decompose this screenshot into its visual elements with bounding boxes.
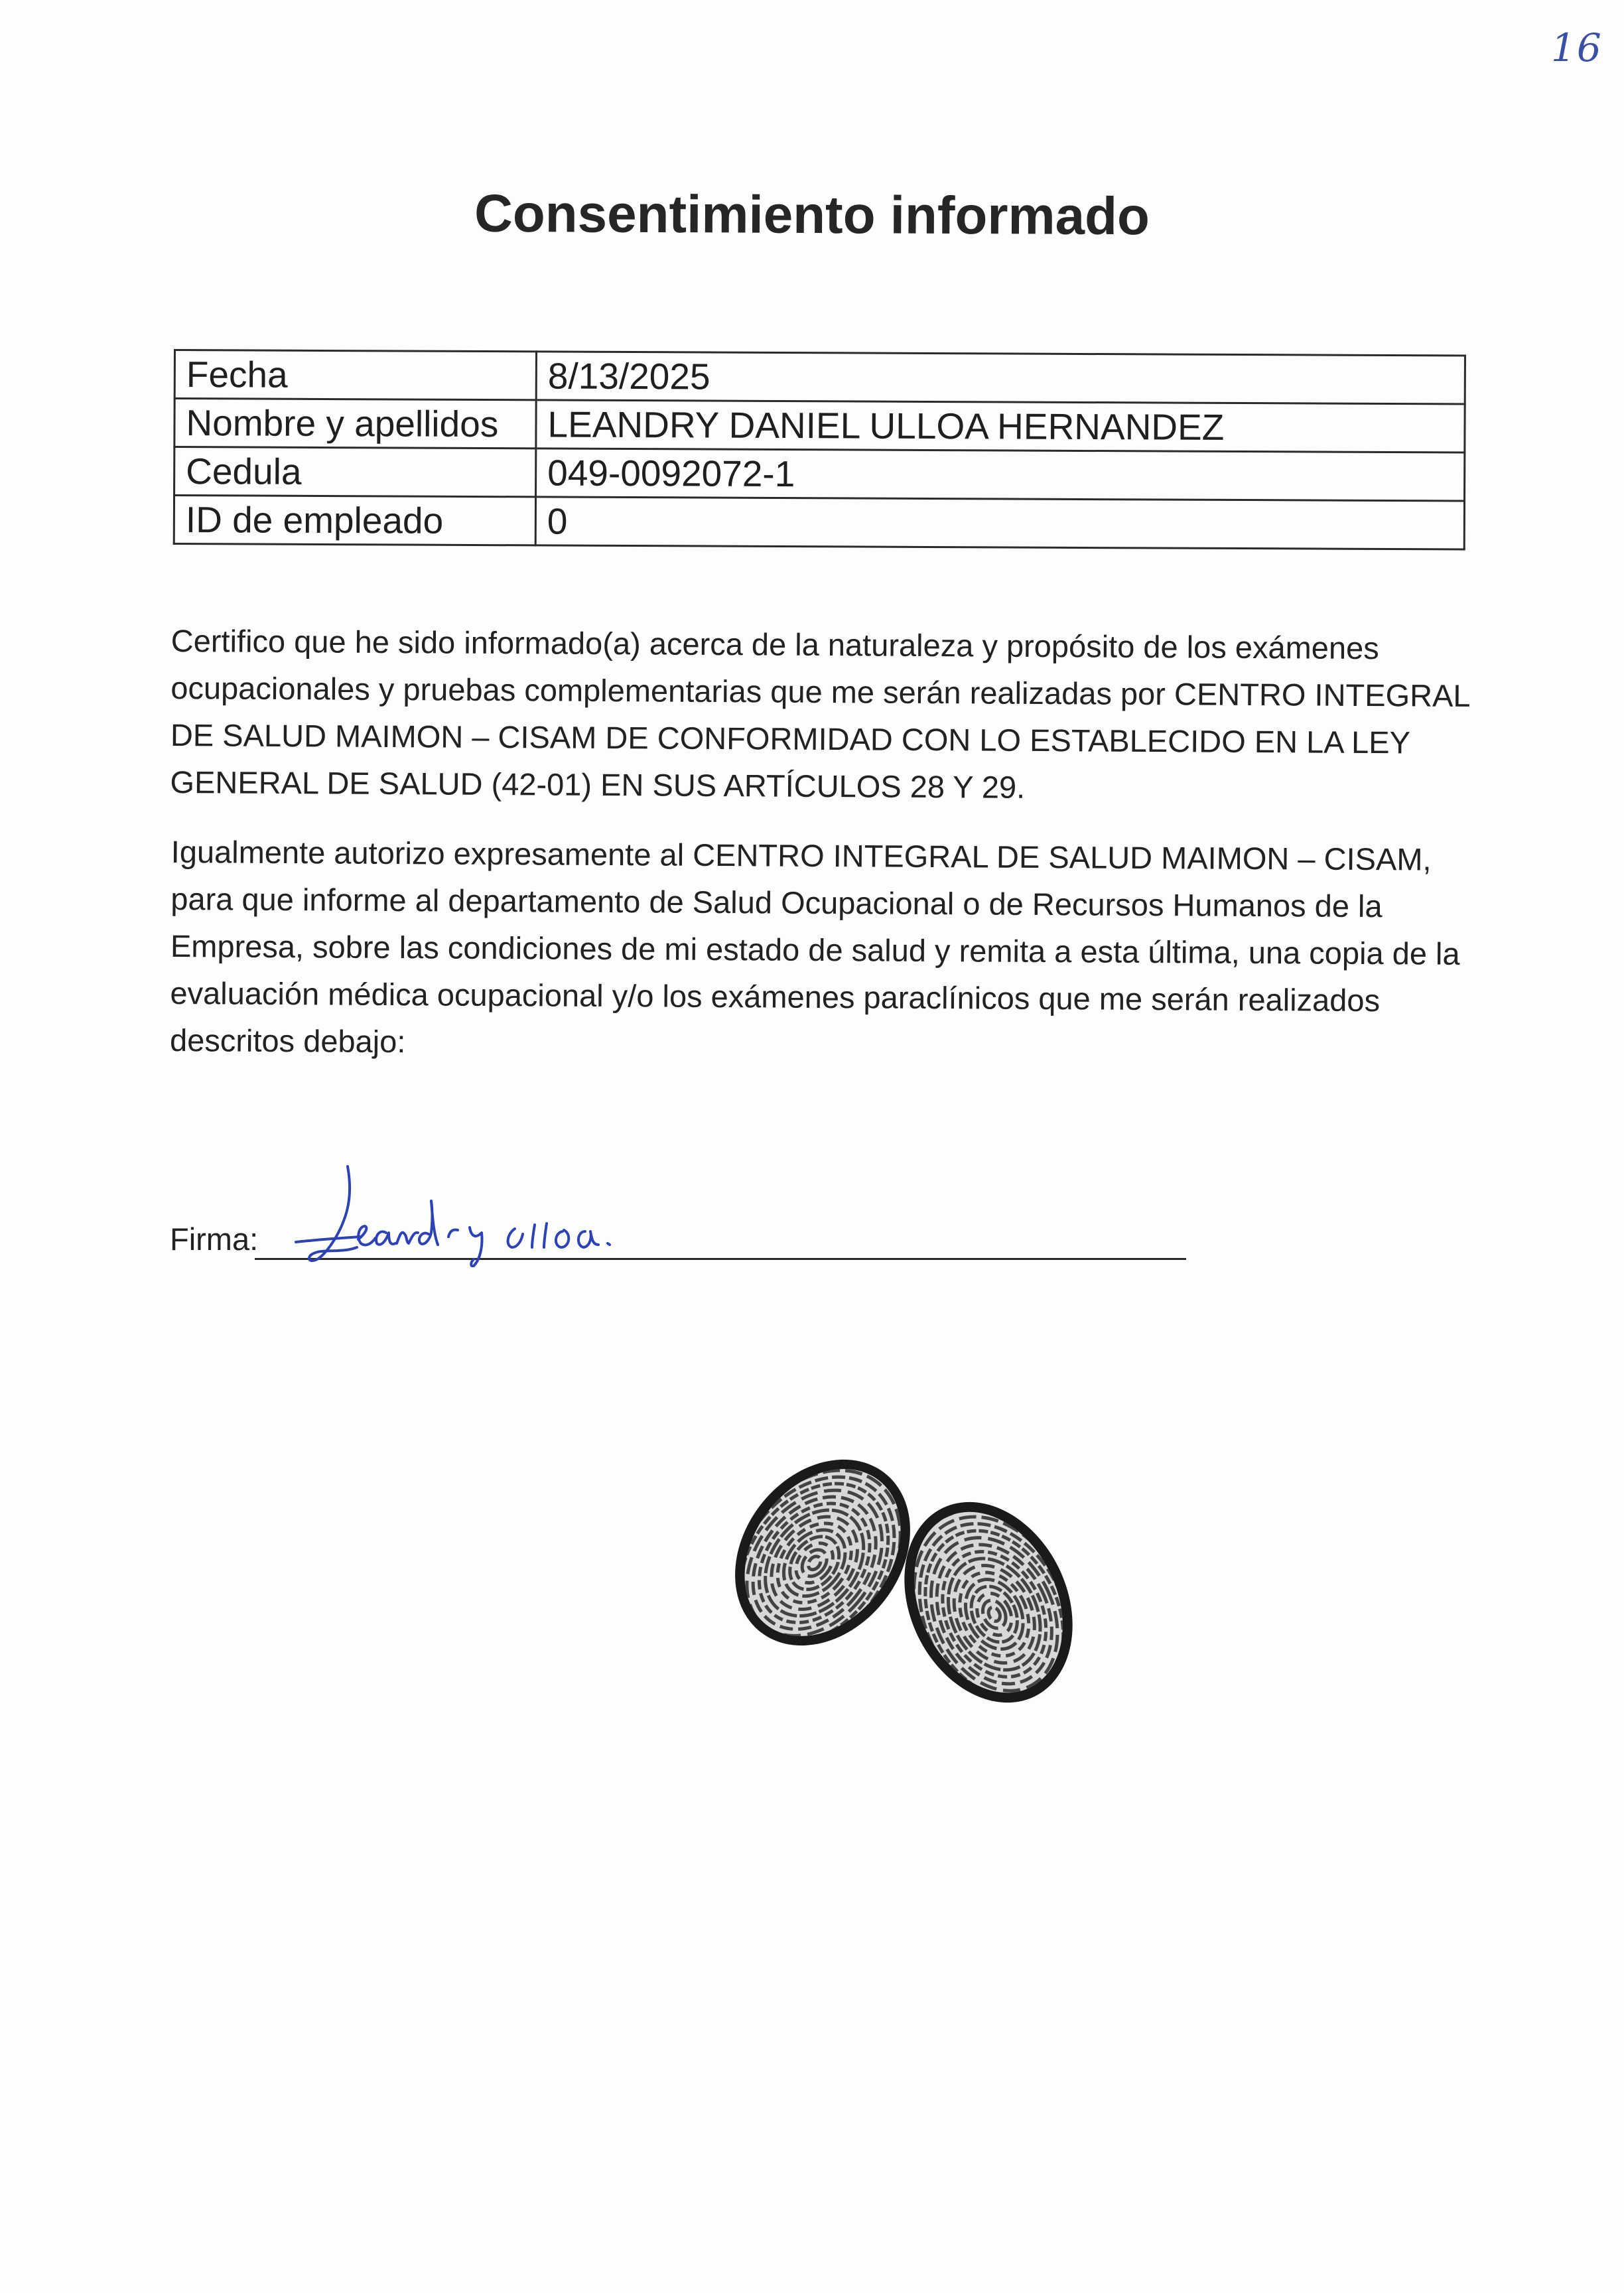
row-value-id-empleado: 0 [535,497,1464,549]
table-row [174,350,1465,404]
row-value-nombre: LEANDRY DANIEL ULLOA HERNANDEZ [536,400,1465,452]
row-label-fecha: Fecha [174,350,536,400]
handwritten-signature [287,1154,751,1267]
signature-label: Firma: [170,1221,259,1257]
row-label-cedula: Cedula [174,447,536,497]
fingerprints [723,1453,1108,1718]
table-row [174,399,1465,452]
document-title: Consentimiento informado [474,183,1150,246]
table-row [174,496,1464,549]
table-row [174,447,1465,501]
row-label-nombre: Nombre y apellidos [174,399,536,449]
row-label-id-empleado: ID de empleado [174,496,535,545]
certification-paragraph: Certifico que he sido informado(a) acerca de la naturaleza y propósito de los exámenes ocupacionales y pruebas complementarias que me serán realizadas por CENTRO INTEGRAL DE SALUD MAIMON – CISAM DE CONFORMIDAD CON LO ESTABLECIDO EN LA LEY GENERAL DE SALUD (42-01) EN SUS ARTÍCULOS 28 Y 29. [170,622,1469,805]
page-number: 16 [1551,25,1603,70]
info-table [173,349,1466,550]
row-value-cedula: 049-0092072-1 [536,449,1465,501]
authorization-paragraph: Igualmente autorizo expresamente al CENTRO INTEGRAL DE SALUD MAIMON – CISAM, para que informe al departamento de Salud Ocupacional o de Recursos Humanos de la Empresa, sobre las condiciones de mi estado de salud y remita a esta última, una copia de la evaluación médica ocupacional y/o los exámenes paraclínicos que me serán realizados descritos debajo: [169,833,1460,1060]
row-value-fecha: 8/13/2025 [536,352,1465,404]
signature-section [170,1154,1191,1274]
